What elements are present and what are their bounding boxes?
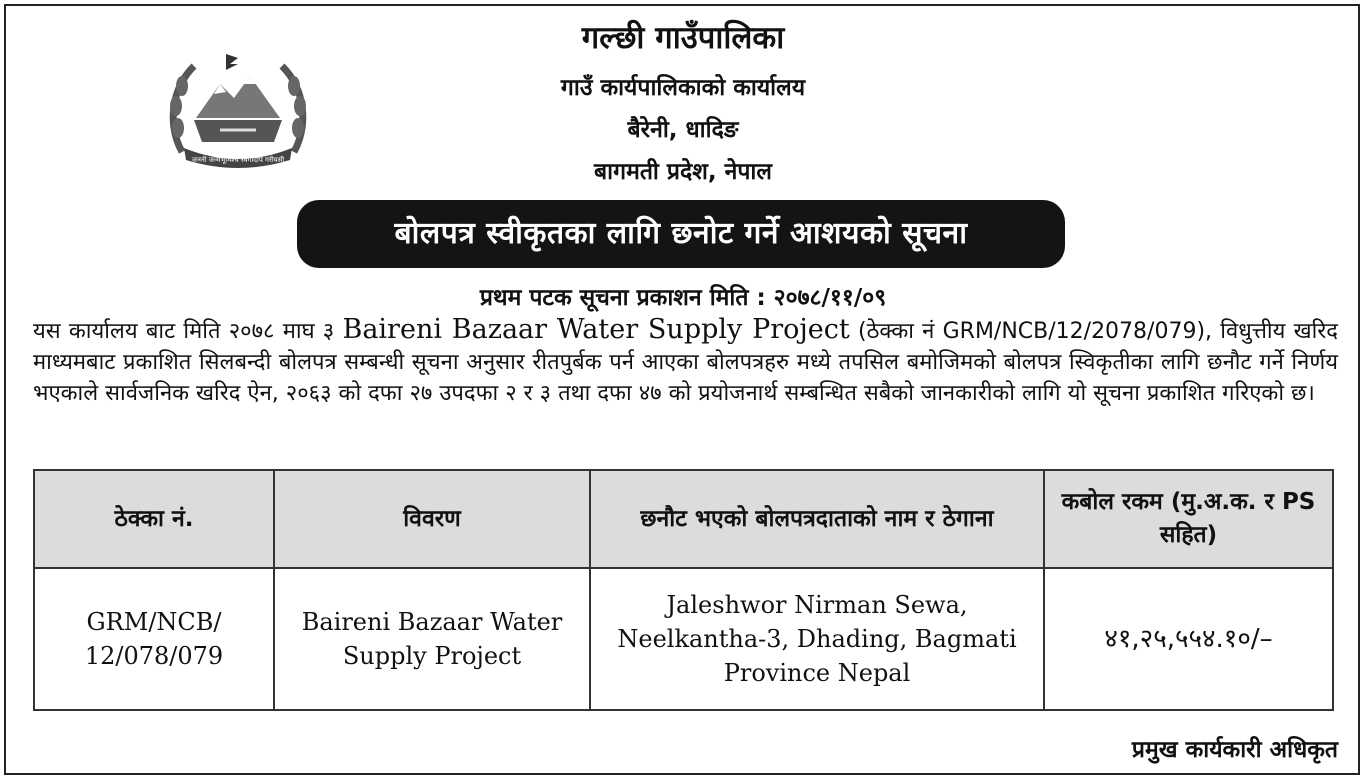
notice-title: बोलपत्र स्वीकृतका लागि छनोट गर्ने आशयको सूचना [297, 200, 1065, 268]
cell-amount: ४१,२५,५५४.१०/– [1044, 568, 1333, 710]
col-description: विवरण [274, 470, 590, 568]
col-amount: कबोल रकम (मु.अ.क. र PS सहित) [1044, 470, 1333, 568]
award-table [33, 469, 1334, 711]
table-row [34, 568, 1333, 710]
svg-text:जननी जन्मभूमिश्च स्वर्गादपि गर: जननी जन्मभूमिश्च स्वर्गादपि गरीयसी [191, 156, 285, 164]
col-bidder: छनौट भएको बोलपत्रदाताको नाम र ठेगाना [590, 470, 1044, 568]
cell-bidder: Jaleshwor Nirman Sewa, Neelkantha-3, Dhading, Bagmati Province Nepal [590, 568, 1044, 710]
office-subtitle: गाउँ कार्यपालिकाको कार्यालय [560, 75, 806, 101]
paragraph-intro: यस कार्यालय बाट मिति २०७८ माघ ३ [33, 319, 343, 344]
signatory: प्रमुख कार्यकारी अधिकृत [1131, 737, 1338, 763]
project-name: Baireni Bazaar Water Supply Project [342, 314, 850, 345]
nepal-emblem-icon [164, 48, 312, 170]
col-contract-no: ठेक्का नं. [34, 470, 274, 568]
notice-paragraph [33, 314, 1338, 409]
cell-description: Baireni Bazaar Water Supply Project [274, 568, 590, 710]
office-location: बैरेनी, धादिङ [627, 117, 739, 143]
office-name: गल्छी गाउँपालिका [581, 20, 785, 56]
publication-date: प्रथम पटक सूचना प्रकाशन मिति : २०७८/११/०९ [479, 285, 887, 311]
paragraph-body: (ठेक्का नं GRM/NCB/12/2078/079), विधुत्तीय खरिद माध्यमबाट प्रकाशित सिलबन्दी बोलपत्र सम्बन्धी सूचना अनुसार रीतपुर्बक पर्न आएका बोलपत्रहरु मध्ये तपसिल बमोजिमको बोलपत्र स्विकृतीका लागि छनौट गर्ने निर्णय भएकाले सार्वजनिक खरिद ऐन, २०६३ को दफा २७ उपदफा २ र ३ तथा दफा ४७ को प्रयोजनार्थ सम्बन्धित सबैको जानकारीको लागि यो सूचना प्रकाशित गरिएको छ। [33, 319, 1338, 406]
cell-contract-no: GRM/NCB/ 12/078/079 [34, 568, 274, 710]
office-province: बागमती प्रदेश, नेपाल [594, 159, 772, 185]
table-header-row [34, 470, 1333, 568]
